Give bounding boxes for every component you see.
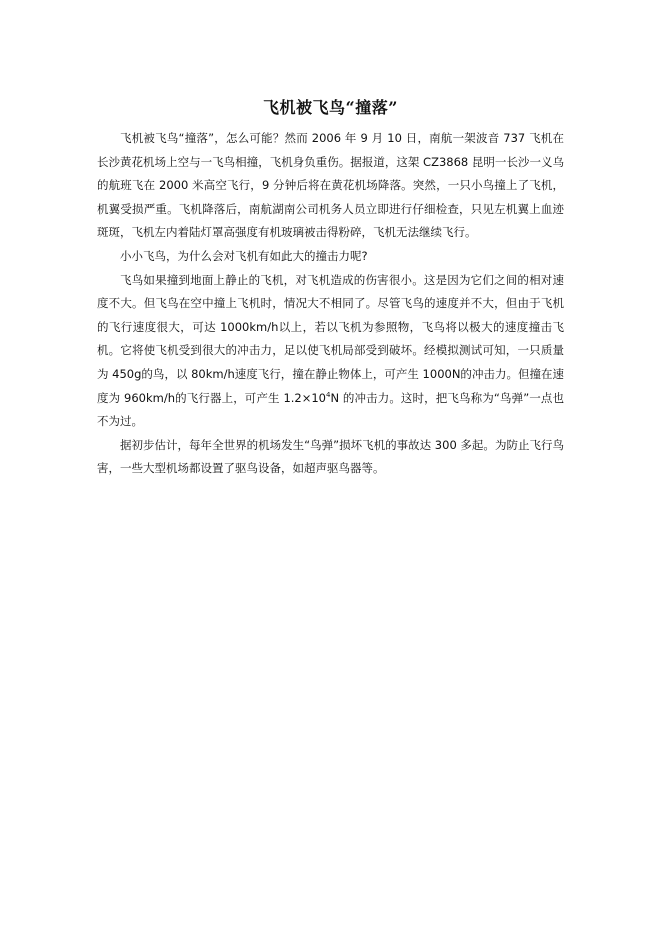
paragraph-2: 小小飞鸟，为什么会对飞机有如此大的撞击力呢? <box>120 248 368 263</box>
document-body <box>97 127 564 481</box>
document-title: 飞机被飞鸟“撞落” <box>263 98 398 117</box>
paragraph-3 <box>97 269 564 434</box>
paragraph-3-tail: N 的冲击力。这时，把飞鸟称为“鸟弹”一点也不为过。 <box>97 390 565 429</box>
paragraph-1: 飞机被飞鸟“撞落”，怎么可能？然而 2006 年 9 月 10 日，南航一架波音 737 飞机在长沙黄花机场上空与一飞鸟相撞，飞机身负重伤。据报道，这架 CZ3868 昆明一长沙一义乌的航班飞在 2000 米高空飞行，9 分钟后将在黄花机场降落。突然，一只小鸟撞上了飞机，机翼受损严重。飞机降落后，南航湖南公司机务人员立即进行仔细检查，只见左机翼上血迹斑斑，飞机左内着陆灯罩高强度有机玻璃被击得粉碎，飞机无法继续飞行。 <box>97 131 564 240</box>
paragraph-3-main: 飞鸟如果撞到地面上静止的飞机，对飞机造成的伤害很小。这是因为它们之间的相对速度不大。但飞鸟在空中撞上飞机时，情况大不相同了。尽管飞鸟的速度并不大，但由于飞机的飞行速度很大，可达 1000km/h以上，若以飞机为参照物，飞鸟将以极大的速度撞击飞机。它将使飞机受到很大的冲击力，足以使飞机局部受到破坏。经模拟测试可知，一只质量为 450g的鸟，以 80km/h速度飞行，撞在静止物体上，可产生 1000N的冲击力。但撞在速度为 960km/h的飞行器上，可产生 1.2×10 <box>97 272 564 405</box>
paragraph-4: 据初步估计，每年全世界的机场发生“鸟弹”损坏飞机的事故达 300 多起。为防止飞行鸟害，一些大型机场都设置了驱鸟设备，如超声驱鸟器等。 <box>97 437 564 476</box>
paragraph-3-superscript: 4 <box>326 390 331 399</box>
